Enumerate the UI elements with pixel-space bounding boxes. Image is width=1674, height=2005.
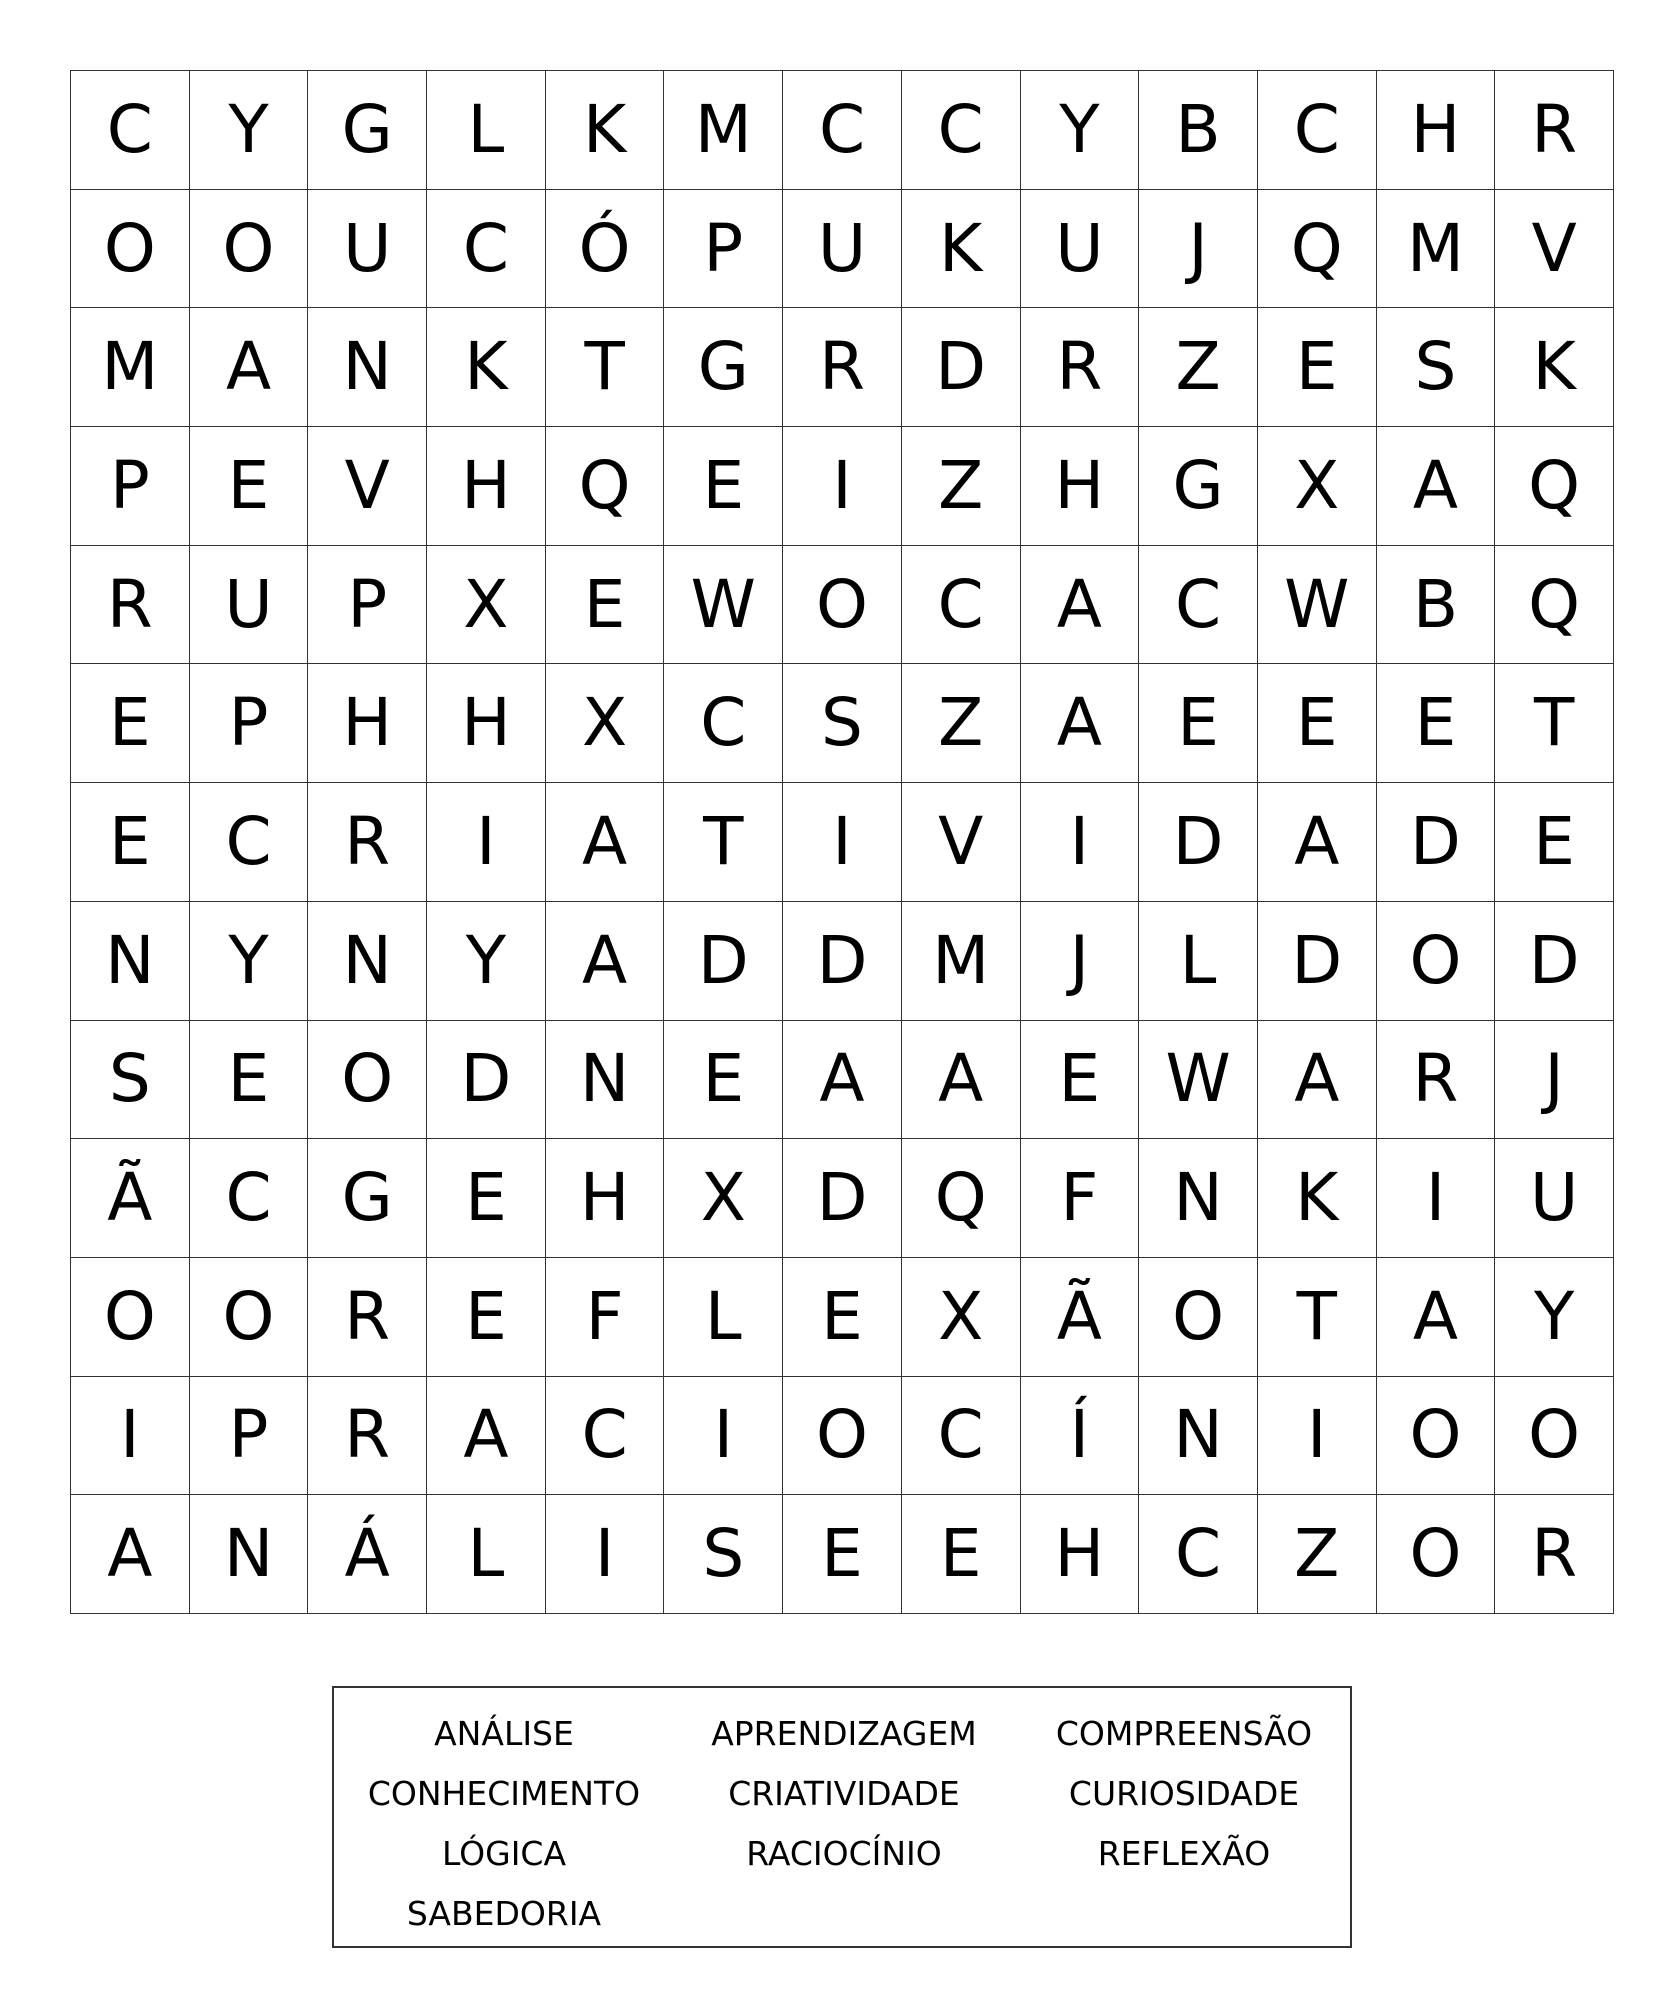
grid-cell[interactable]: E [1495, 783, 1614, 902]
grid-cell[interactable]: N [190, 1495, 309, 1614]
grid-cell[interactable]: C [427, 190, 546, 309]
grid-cell[interactable]: Q [546, 427, 665, 546]
grid-cell[interactable]: K [546, 71, 665, 190]
grid-cell[interactable]: O [783, 1377, 902, 1496]
grid-cell[interactable]: Q [1495, 546, 1614, 665]
word-bank-item: RACIOCÍNIO [746, 1834, 942, 1873]
grid-cell[interactable]: D [1495, 902, 1614, 1021]
grid-cell[interactable]: N [1139, 1377, 1258, 1496]
grid-cell[interactable]: D [1258, 902, 1377, 1021]
letter-grid [70, 70, 1614, 1614]
grid-cell[interactable]: I [1258, 1377, 1377, 1496]
word-bank [332, 1686, 1352, 1948]
word-bank-item: SABEDORIA [406, 1894, 602, 1933]
grid-cell[interactable]: H [1021, 1495, 1140, 1614]
grid-cell[interactable]: C [190, 783, 309, 902]
grid-cell[interactable]: O [71, 1258, 190, 1377]
grid-cell[interactable]: G [308, 71, 427, 190]
grid-cell[interactable]: E [427, 1139, 546, 1258]
grid-cell[interactable]: Ã [1021, 1258, 1140, 1377]
grid-cell[interactable]: Z [1139, 308, 1258, 427]
grid-cell[interactable]: U [783, 190, 902, 309]
grid-cell[interactable]: H [427, 664, 546, 783]
grid-cell[interactable]: F [546, 1258, 665, 1377]
grid-cell[interactable]: X [1258, 427, 1377, 546]
grid-cell[interactable]: C [902, 71, 1021, 190]
grid-cell[interactable]: O [1377, 1495, 1496, 1614]
grid-cell[interactable]: J [1021, 902, 1140, 1021]
grid-cell[interactable]: A [427, 1377, 546, 1496]
word-bank-item: CURIOSIDADE [1068, 1774, 1300, 1813]
grid-cell[interactable]: S [71, 1021, 190, 1140]
grid-cell[interactable]: N [546, 1021, 665, 1140]
grid-cell[interactable]: L [664, 1258, 783, 1377]
grid-cell[interactable]: T [1495, 664, 1614, 783]
grid-cell[interactable]: X [902, 1258, 1021, 1377]
grid-cell[interactable]: H [546, 1139, 665, 1258]
grid-cell[interactable]: T [546, 308, 665, 427]
grid-cell[interactable]: B [1377, 546, 1496, 665]
grid-cell[interactable]: E [1021, 1021, 1140, 1140]
grid-cell[interactable]: E [190, 427, 309, 546]
grid-cell[interactable]: O [783, 546, 902, 665]
grid-cell[interactable]: S [664, 1495, 783, 1614]
grid-cell[interactable]: G [664, 308, 783, 427]
grid-cell[interactable]: V [308, 427, 427, 546]
grid-cell[interactable]: I [1021, 783, 1140, 902]
grid-cell[interactable]: U [1495, 1139, 1614, 1258]
grid-cell[interactable]: O [1139, 1258, 1258, 1377]
grid-cell[interactable]: A [71, 1495, 190, 1614]
grid-cell[interactable]: E [71, 664, 190, 783]
grid-cell[interactable]: D [664, 902, 783, 1021]
grid-cell[interactable]: K [427, 308, 546, 427]
grid-cell[interactable]: E [664, 1021, 783, 1140]
grid-cell[interactable]: I [783, 783, 902, 902]
word-bank-item: CRIATIVIDADE [728, 1774, 960, 1813]
grid-cell[interactable]: R [308, 783, 427, 902]
grid-cell[interactable]: A [190, 308, 309, 427]
grid-cell[interactable]: E [71, 783, 190, 902]
grid-cell[interactable]: P [308, 546, 427, 665]
grid-cell[interactable]: X [546, 664, 665, 783]
grid-cell[interactable]: Y [1021, 71, 1140, 190]
grid-cell[interactable]: D [1377, 783, 1496, 902]
grid-cell[interactable]: X [664, 1139, 783, 1258]
grid-cell[interactable]: E [1258, 664, 1377, 783]
grid-cell[interactable]: Q [1258, 190, 1377, 309]
grid-cell[interactable]: F [1021, 1139, 1140, 1258]
grid-cell[interactable]: Y [1495, 1258, 1614, 1377]
grid-cell[interactable]: C [71, 71, 190, 190]
grid-cell[interactable]: W [664, 546, 783, 665]
grid-cell[interactable]: R [1495, 71, 1614, 190]
grid-cell[interactable]: M [664, 71, 783, 190]
grid-cell[interactable]: E [664, 427, 783, 546]
grid-cell[interactable]: Ã [71, 1139, 190, 1258]
grid-cell[interactable]: T [664, 783, 783, 902]
grid-cell[interactable]: W [1139, 1021, 1258, 1140]
grid-cell[interactable]: K [902, 190, 1021, 309]
word-bank-item: CONHECIMENTO [367, 1774, 641, 1813]
grid-cell[interactable]: R [783, 308, 902, 427]
grid-cell[interactable]: P [190, 664, 309, 783]
grid-cell[interactable]: E [783, 1258, 902, 1377]
grid-cell[interactable]: A [1377, 427, 1496, 546]
grid-cell[interactable]: Y [190, 902, 309, 1021]
grid-cell[interactable]: J [1139, 190, 1258, 309]
grid-cell[interactable]: Y [190, 71, 309, 190]
grid-cell[interactable]: A [1258, 783, 1377, 902]
grid-cell[interactable]: U [190, 546, 309, 665]
grid-cell[interactable]: B [1139, 71, 1258, 190]
grid-cell[interactable]: Z [902, 427, 1021, 546]
grid-cell[interactable]: E [902, 1495, 1021, 1614]
grid-cell[interactable]: R [308, 1377, 427, 1496]
grid-cell[interactable]: A [546, 902, 665, 1021]
grid-cell[interactable]: O [1377, 902, 1496, 1021]
grid-cell[interactable]: K [1258, 1139, 1377, 1258]
grid-cell[interactable]: D [783, 1139, 902, 1258]
grid-cell[interactable]: Q [902, 1139, 1021, 1258]
grid-cell[interactable]: I [427, 783, 546, 902]
grid-cell[interactable]: R [71, 546, 190, 665]
grid-cell[interactable]: C [190, 1139, 309, 1258]
grid-cell[interactable]: E [1377, 664, 1496, 783]
grid-cell[interactable]: A [1258, 1021, 1377, 1140]
grid-cell[interactable]: D [427, 1021, 546, 1140]
grid-cell[interactable]: J [1495, 1021, 1614, 1140]
grid-cell[interactable]: R [308, 1258, 427, 1377]
grid-cell[interactable]: L [1139, 902, 1258, 1021]
grid-cell[interactable]: R [1377, 1021, 1496, 1140]
word-bank-item: LÓGICA [441, 1834, 567, 1873]
grid-cell[interactable]: N [308, 308, 427, 427]
grid-cell[interactable]: C [902, 546, 1021, 665]
grid-cell[interactable]: M [71, 308, 190, 427]
grid-cell[interactable]: L [427, 71, 546, 190]
grid-cell[interactable]: I [71, 1377, 190, 1496]
grid-cell[interactable]: C [902, 1377, 1021, 1496]
grid-cell[interactable]: E [1258, 308, 1377, 427]
grid-cell[interactable]: D [783, 902, 902, 1021]
grid-cell[interactable]: S [1377, 308, 1496, 427]
grid-cell[interactable]: C [1139, 546, 1258, 665]
grid-cell[interactable]: Ó [546, 190, 665, 309]
grid-cell[interactable]: E [1139, 664, 1258, 783]
grid-cell[interactable]: M [1377, 190, 1496, 309]
grid-cell[interactable]: H [1021, 427, 1140, 546]
grid-cell[interactable]: V [902, 783, 1021, 902]
word-bank-item: COMPREENSÃO [1055, 1714, 1313, 1753]
grid-cell[interactable]: O [190, 1258, 309, 1377]
grid-cell[interactable]: U [1021, 190, 1140, 309]
grid-cell[interactable]: A [546, 783, 665, 902]
grid-cell[interactable]: H [427, 427, 546, 546]
word-bank-item: APRENDIZAGEM [711, 1714, 977, 1753]
grid-cell[interactable]: P [71, 427, 190, 546]
grid-cell[interactable]: C [783, 71, 902, 190]
grid-cell[interactable]: H [308, 664, 427, 783]
grid-cell[interactable]: E [546, 546, 665, 665]
grid-cell[interactable]: A [1021, 664, 1140, 783]
word-bank-item: ANÁLISE [434, 1714, 574, 1753]
grid-cell[interactable]: A [1377, 1258, 1496, 1377]
grid-cell[interactable]: A [783, 1021, 902, 1140]
grid-cell[interactable]: U [308, 190, 427, 309]
grid-cell[interactable]: H [1377, 71, 1496, 190]
grid-cell[interactable]: G [1139, 427, 1258, 546]
grid-cell[interactable]: I [546, 1495, 665, 1614]
grid-cell[interactable]: S [783, 664, 902, 783]
grid-cell[interactable]: X [427, 546, 546, 665]
grid-cell[interactable]: Z [902, 664, 1021, 783]
grid-cell[interactable]: N [71, 902, 190, 1021]
grid-cell[interactable]: N [1139, 1139, 1258, 1258]
grid-cell[interactable]: D [1139, 783, 1258, 902]
grid-cell[interactable]: Q [1495, 427, 1614, 546]
grid-cell[interactable]: E [427, 1258, 546, 1377]
grid-cell[interactable]: O [1495, 1377, 1614, 1496]
grid-cell[interactable]: I [1377, 1139, 1496, 1258]
grid-cell[interactable]: C [546, 1377, 665, 1496]
grid-cell[interactable]: P [664, 190, 783, 309]
grid-cell[interactable]: C [1258, 71, 1377, 190]
grid-cell[interactable]: G [308, 1139, 427, 1258]
grid-cell[interactable]: N [308, 902, 427, 1021]
grid-cell[interactable]: R [1495, 1495, 1614, 1614]
grid-cell[interactable]: Á [308, 1495, 427, 1614]
grid-cell[interactable]: Í [1021, 1377, 1140, 1496]
grid-cell[interactable]: P [190, 1377, 309, 1496]
grid-cell[interactable]: O [71, 190, 190, 309]
word-bank-item: REFLEXÃO [1097, 1834, 1271, 1873]
grid-cell[interactable]: Z [1258, 1495, 1377, 1614]
grid-cell[interactable]: M [902, 902, 1021, 1021]
grid-cell[interactable]: W [1258, 546, 1377, 665]
grid-cell[interactable]: A [1021, 546, 1140, 665]
grid-cell[interactable]: E [783, 1495, 902, 1614]
grid-cell[interactable]: C [1139, 1495, 1258, 1614]
grid-cell[interactable]: O [190, 190, 309, 309]
grid-cell[interactable]: A [902, 1021, 1021, 1140]
grid-cell[interactable]: D [902, 308, 1021, 427]
grid-cell[interactable]: K [1495, 308, 1614, 427]
grid-cell[interactable]: E [190, 1021, 309, 1140]
grid-cell[interactable]: I [783, 427, 902, 546]
grid-cell[interactable]: V [1495, 190, 1614, 309]
grid-cell[interactable]: R [1021, 308, 1140, 427]
grid-cell[interactable]: O [1377, 1377, 1496, 1496]
grid-cell[interactable]: C [664, 664, 783, 783]
grid-cell[interactable]: T [1258, 1258, 1377, 1377]
grid-cell[interactable]: I [664, 1377, 783, 1496]
grid-cell[interactable]: O [308, 1021, 427, 1140]
grid-cell[interactable]: L [427, 1495, 546, 1614]
grid-cell[interactable]: Y [427, 902, 546, 1021]
